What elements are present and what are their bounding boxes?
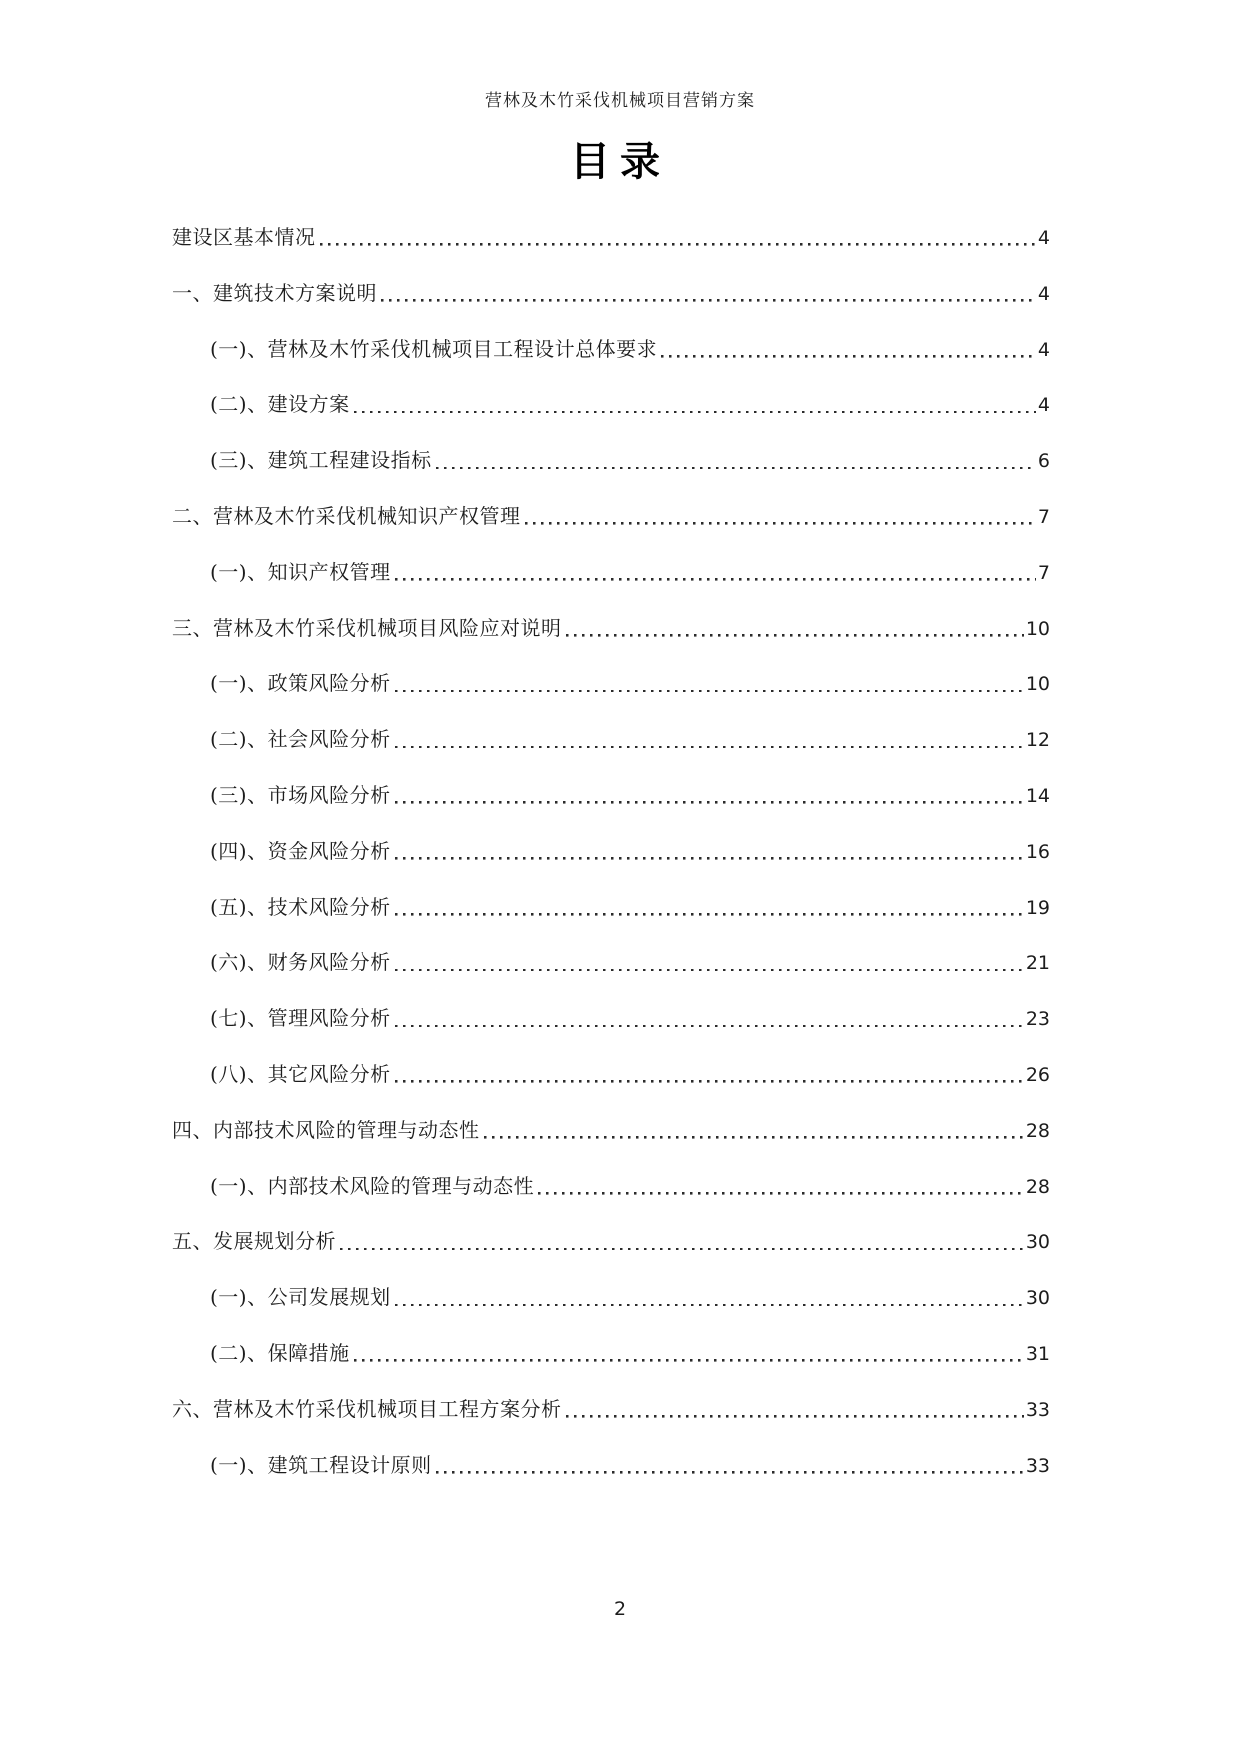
toc-dot-leader	[395, 968, 1024, 971]
toc-entry-page-number: 23	[1025, 1008, 1050, 1031]
toc-entry-page-number: 6	[1037, 450, 1050, 473]
toc-dot-leader	[395, 913, 1024, 916]
toc-entry-label: (一)、营林及木竹采伐机械项目工程设计总体要求	[210, 336, 658, 361]
toc-entry-label: (一)、建筑工程设计原则	[210, 1452, 432, 1477]
toc-dot-leader	[354, 410, 1036, 413]
toc-entry-label: (一)、公司发展规划	[210, 1285, 391, 1310]
toc-entry-page-number: 28	[1025, 1119, 1050, 1142]
toc-dot-leader	[395, 1080, 1024, 1083]
toc-entry[interactable]	[172, 1340, 1050, 1366]
toc-entry[interactable]	[172, 1117, 1050, 1143]
toc-entry[interactable]	[172, 1061, 1050, 1087]
toc-dot-leader	[381, 299, 1036, 302]
toc-dot-leader	[661, 355, 1036, 358]
toc-entry[interactable]	[172, 1173, 1050, 1199]
toc-entry-page-number: 7	[1037, 561, 1050, 584]
toc-entry-page-number: 4	[1037, 338, 1050, 361]
toc-entry[interactable]	[172, 559, 1050, 585]
toc-entry[interactable]	[172, 447, 1050, 473]
toc-entry[interactable]	[172, 224, 1050, 250]
toc-dot-leader	[395, 801, 1024, 804]
toc-entry-page-number: 26	[1025, 1063, 1050, 1086]
toc-dot-leader	[395, 1303, 1024, 1306]
toc-entry-label: 四、内部技术风险的管理与动态性	[172, 1117, 480, 1142]
toc-dot-leader	[395, 689, 1024, 692]
toc-dot-leader	[395, 1024, 1024, 1027]
toc-entry[interactable]	[172, 336, 1050, 362]
toc-entry[interactable]	[172, 1228, 1050, 1254]
toc-dot-leader	[566, 1415, 1024, 1418]
toc-entry[interactable]	[172, 949, 1050, 975]
toc-entry-page-number: 12	[1025, 729, 1050, 752]
toc-entry[interactable]	[172, 838, 1050, 864]
toc-dot-leader	[395, 857, 1024, 860]
toc-entry-label: (三)、市场风险分析	[210, 782, 391, 807]
table-of-contents	[172, 224, 1050, 1507]
toc-entry-page-number: 4	[1037, 227, 1050, 249]
toc-entry-label: (六)、财务风险分析	[210, 950, 391, 975]
toc-dot-leader	[436, 1471, 1024, 1474]
toc-dot-leader	[525, 522, 1036, 525]
toc-entry-page-number: 14	[1025, 784, 1050, 807]
toc-dot-leader	[354, 1359, 1024, 1362]
toc-entry-page-number: 21	[1025, 952, 1050, 975]
toc-entry-label: 建设区基本情况	[172, 225, 316, 249]
toc-entry[interactable]	[172, 391, 1050, 417]
document-header-title: 营林及木竹采伐机械项目营销方案	[485, 91, 755, 111]
toc-entry[interactable]	[172, 1005, 1050, 1031]
toc-entry-page-number: 4	[1037, 394, 1050, 417]
toc-entry-label: (七)、管理风险分析	[210, 1006, 391, 1031]
toc-dot-leader	[538, 1192, 1024, 1195]
toc-dot-leader	[340, 1247, 1024, 1250]
toc-entry-label: (四)、资金风险分析	[210, 838, 391, 863]
toc-entry-page-number: 4	[1037, 282, 1050, 305]
toc-dot-leader	[484, 1136, 1024, 1139]
toc-entry[interactable]	[172, 1452, 1050, 1478]
toc-dot-leader	[395, 578, 1036, 581]
toc-entry-page-number: 7	[1037, 505, 1050, 528]
toc-entry-label: 三、营林及木竹采伐机械项目风险应对说明	[172, 615, 562, 640]
toc-dot-leader	[395, 745, 1024, 748]
toc-entry-label: (二)、建设方案	[210, 392, 350, 417]
toc-entry-page-number: 28	[1025, 1175, 1050, 1198]
toc-title: 目录	[570, 139, 670, 185]
toc-entry-page-number: 19	[1025, 896, 1050, 919]
toc-entry-page-number: 30	[1025, 1287, 1050, 1310]
toc-entry-page-number: 31	[1025, 1342, 1050, 1365]
toc-entry-page-number: 33	[1025, 1454, 1050, 1477]
toc-entry[interactable]	[172, 503, 1050, 529]
toc-entry-page-number: 10	[1025, 617, 1050, 640]
toc-entry[interactable]	[172, 726, 1050, 752]
toc-entry[interactable]	[172, 615, 1050, 641]
toc-dot-leader	[566, 634, 1024, 637]
footer-page-number: 2	[613, 1598, 627, 1620]
toc-entry-label: 六、营林及木竹采伐机械项目工程方案分析	[172, 1396, 562, 1421]
toc-entry-label: (二)、保障措施	[210, 1340, 350, 1365]
toc-dot-leader	[320, 243, 1036, 246]
toc-entry[interactable]	[172, 670, 1050, 696]
toc-entry-label: (八)、其它风险分析	[210, 1061, 391, 1086]
toc-entry-label: (一)、政策风险分析	[210, 671, 391, 696]
toc-entry[interactable]	[172, 782, 1050, 808]
toc-entry[interactable]	[172, 1396, 1050, 1422]
toc-dot-leader	[436, 466, 1036, 469]
toc-entry-page-number: 16	[1025, 840, 1050, 863]
toc-entry-label: (五)、技术风险分析	[210, 894, 391, 919]
toc-entry-page-number: 10	[1025, 673, 1050, 696]
toc-entry-label: (一)、知识产权管理	[210, 559, 391, 584]
toc-entry-page-number: 30	[1025, 1231, 1050, 1254]
toc-entry-page-number: 33	[1025, 1398, 1050, 1421]
toc-entry-label: (三)、建筑工程建设指标	[210, 448, 432, 473]
toc-entry-label: 一、建筑技术方案说明	[172, 280, 377, 305]
toc-entry-label: (一)、内部技术风险的管理与动态性	[210, 1173, 535, 1198]
toc-entry[interactable]	[172, 1284, 1050, 1310]
toc-entry-label: (二)、社会风险分析	[210, 727, 391, 752]
toc-entry[interactable]	[172, 280, 1050, 306]
toc-entry[interactable]	[172, 894, 1050, 920]
toc-entry-label: 五、发展规划分析	[172, 1229, 336, 1254]
toc-entry-label: 二、营林及木竹采伐机械知识产权管理	[172, 503, 521, 528]
